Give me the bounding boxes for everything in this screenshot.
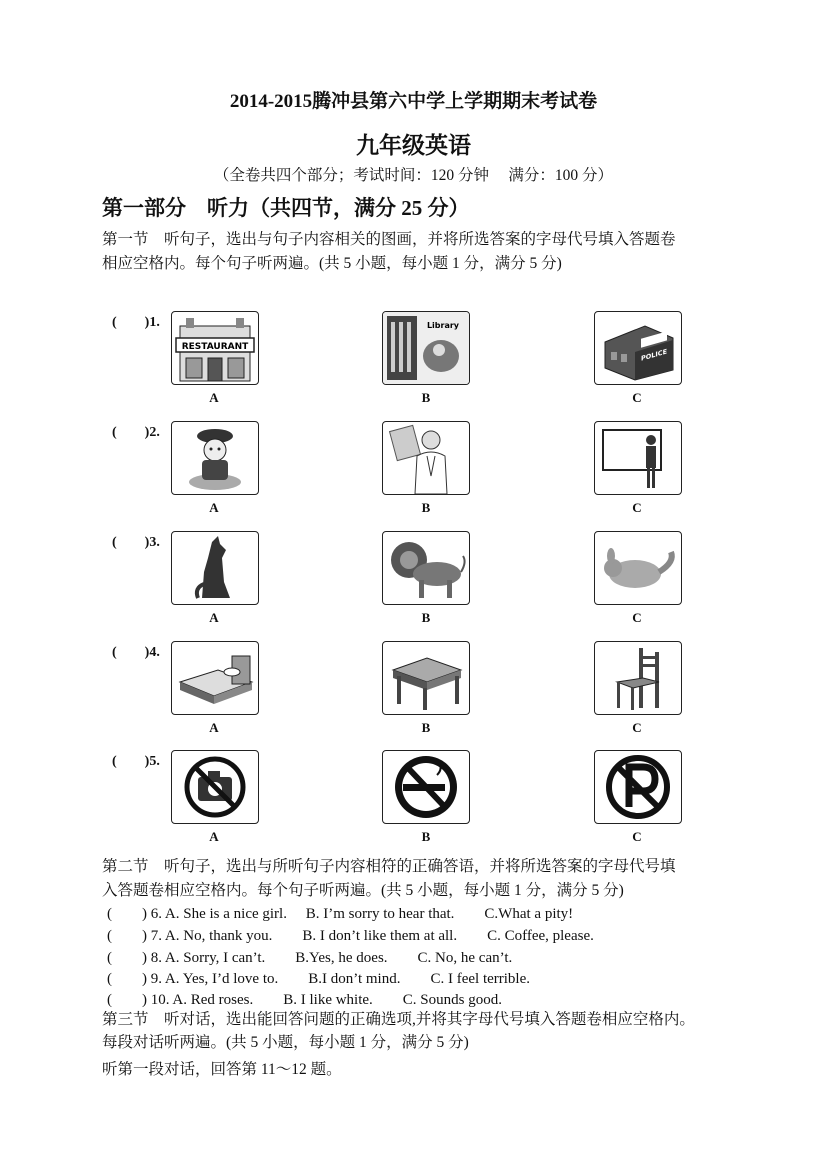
question-10[interactable]: ( ) 10. A. Red roses. B. I like white. C. Sounds good. — [107, 992, 502, 1008]
restaurant-sign-text: RESTAURANT — [181, 342, 249, 352]
rabbit-icon[interactable] — [594, 531, 682, 605]
q4-option-a-label: A — [209, 720, 219, 735]
police-sign-text: POLICE — [640, 347, 668, 363]
no-smoking-icon[interactable] — [382, 750, 470, 824]
library-icon[interactable] — [382, 311, 470, 385]
section1-instruction-line1: 第一节 听句子，选出与句子内容相关的图画，并将所选答案的字母代号填入答题卷 — [102, 231, 676, 248]
no-parking-icon[interactable] — [594, 750, 682, 824]
teacher-icon[interactable] — [594, 421, 682, 495]
q1-option-b-label: B — [421, 390, 431, 405]
section3-instruction-line2: 每段对话听两遍。(共 5 小题，每小题 1 分，满分 5 分) — [102, 1034, 469, 1051]
q5-option-c-label: C — [632, 829, 642, 844]
question-3-number[interactable]: ( )3. — [112, 535, 160, 550]
q3-option-a-label: A — [209, 610, 219, 625]
exam-title: 2014-2015腾冲县第六中学上学期期末考试卷 — [229, 91, 598, 112]
q5-option-b-label: B — [421, 829, 431, 844]
section3-instruction-line1: 第三节 听对话，选出能回答问题的正确选项,并将其字母代号填入答题卷相应空格内。 — [102, 1011, 695, 1028]
part1-heading: 第一部分 听力（共四节，满分 25 分） — [102, 196, 470, 220]
q3-option-c-label: C — [632, 610, 642, 625]
question-4-number[interactable]: ( )4. — [112, 645, 160, 660]
section2-instruction-line1: 第二节 听句子，选出与所听句子内容相符的正确答语，并将所选答案的字母代号填 — [102, 858, 676, 875]
bed-icon[interactable] — [171, 641, 259, 715]
question-7[interactable]: ( ) 7. A. No, thank you. B. I don’t like them at all. C. Coffee, please. — [107, 928, 594, 944]
chair-icon[interactable] — [594, 641, 682, 715]
section2-instruction-line2: 入答题卷相应空格内。每个句子听两遍。(共 5 小题，每小题 1 分，满分 5 分) — [102, 882, 624, 899]
question-8[interactable]: ( ) 8. A. Sorry, I can’t. B.Yes, he does. C. No, he can’t. — [107, 950, 513, 966]
section1-instruction-line2: 相应空格内。每个句子听两遍。(共 5 小题，每小题 1 分，满分 5 分) — [102, 255, 562, 272]
q1-option-c-label: C — [632, 390, 642, 405]
desk-icon[interactable] — [382, 641, 470, 715]
question-1-number[interactable]: ( )1. — [112, 315, 160, 330]
q2-option-c-label: C — [632, 500, 642, 515]
question-9[interactable]: ( ) 9. A. Yes, I’d love to. B.I don’t mind. C. I feel terrible. — [107, 971, 531, 987]
q5-option-a-label: A — [209, 829, 219, 844]
lion-icon[interactable] — [382, 531, 470, 605]
q3-option-b-label: B — [421, 610, 431, 625]
question-6[interactable]: ( ) 6. A. She is a nice girl. B. I’m sorry to hear that. C.What a pity! — [107, 906, 574, 922]
question-5-number[interactable]: ( )5. — [112, 754, 160, 769]
q4-option-b-label: B — [421, 720, 431, 735]
police-officer-icon[interactable] — [171, 421, 259, 495]
subject-title: 九年级英语 — [356, 133, 471, 158]
q4-option-c-label: C — [632, 720, 642, 735]
dog-icon[interactable] — [171, 531, 259, 605]
restaurant-icon[interactable] — [171, 311, 259, 385]
no-photos-icon[interactable] — [171, 750, 259, 824]
question-2-number[interactable]: ( )2. — [112, 425, 160, 440]
q2-option-a-label: A — [209, 500, 219, 515]
q2-option-b-label: B — [421, 500, 431, 515]
library-sign-text: Library — [426, 321, 460, 330]
exam-info: （全卷共四个部分；考试时间：120 分钟 满分：100 分） — [213, 167, 614, 184]
police-station-icon[interactable] — [594, 311, 682, 385]
q1-option-a-label: A — [209, 390, 219, 405]
section3-dialogue1-prompt: 听第一段对话，回答第 11～12 题。 — [102, 1061, 342, 1078]
doctor-icon[interactable] — [382, 421, 470, 495]
